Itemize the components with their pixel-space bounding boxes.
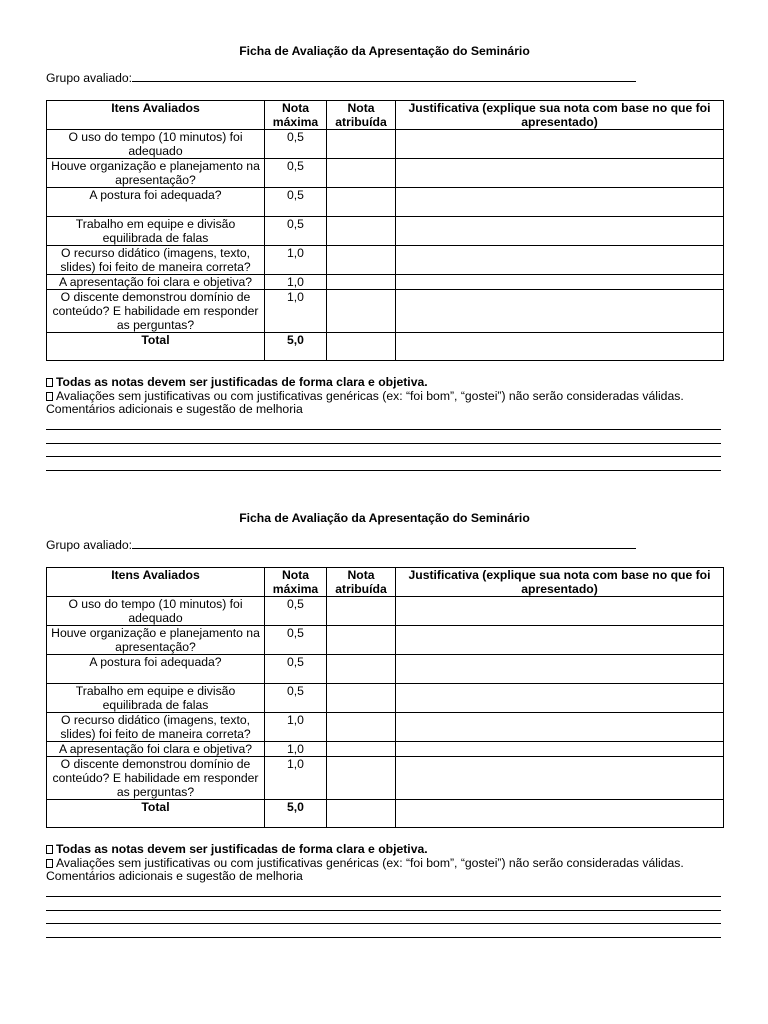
table-row: [47, 597, 724, 626]
comment-line[interactable]: [46, 417, 721, 431]
table-row: [47, 217, 724, 246]
table-row: [47, 655, 724, 684]
max-score: 1,0: [265, 290, 327, 333]
given-score-cell[interactable]: [327, 275, 396, 290]
table-header-row: [47, 568, 724, 597]
given-score-cell[interactable]: [327, 188, 396, 217]
given-score-cell[interactable]: [327, 217, 396, 246]
item-label: Houve organização e planejamento na apresentação?: [47, 159, 265, 188]
max-score: 0,5: [265, 217, 327, 246]
table-header-row: [47, 101, 724, 130]
evaluation-table: [46, 567, 724, 828]
group-line: [46, 69, 723, 85]
max-score: 0,5: [265, 130, 327, 159]
given-score-cell[interactable]: [327, 684, 396, 713]
max-score: 0,5: [265, 684, 327, 713]
table-row: [47, 742, 724, 757]
group-name-field[interactable]: [132, 536, 636, 549]
item-label: O recurso didático (imagens, texto, slides) foi feito de maneira correta?: [47, 713, 265, 742]
table-row: [47, 130, 724, 159]
total-justification-cell[interactable]: [396, 333, 724, 361]
total-label: Total: [47, 800, 265, 828]
given-score-cell[interactable]: [327, 159, 396, 188]
total-given-cell[interactable]: [327, 800, 396, 828]
group-name-field[interactable]: [132, 69, 636, 82]
header-max-score: Nota máxima: [265, 568, 327, 597]
item-label: Trabalho em equipe e divisão equilibrada de falas: [47, 684, 265, 713]
given-score-cell[interactable]: [327, 130, 396, 159]
form-title: Ficha de Avaliação da Apresentação do Seminário: [239, 44, 530, 58]
item-label: O discente demonstrou domínio de conteúdo? E habilidade em responder as perguntas?: [47, 757, 265, 800]
item-label: O uso do tempo (10 minutos) foi adequado: [47, 597, 265, 626]
given-score-cell[interactable]: [327, 597, 396, 626]
max-score: 0,5: [265, 597, 327, 626]
given-score-cell[interactable]: [327, 742, 396, 757]
header-given-score: Nota atribuída: [327, 101, 396, 130]
total-value: 5,0: [265, 800, 327, 828]
table-row: [47, 626, 724, 655]
evaluation-form-2: [46, 510, 723, 938]
comment-line[interactable]: [46, 444, 721, 458]
checkbox-icon: [46, 845, 53, 854]
table-row: [47, 684, 724, 713]
table-row: [47, 246, 724, 275]
table-row: [47, 713, 724, 742]
total-row: [47, 800, 724, 828]
note-required: [46, 843, 723, 857]
given-score-cell[interactable]: [327, 655, 396, 684]
max-score: 1,0: [265, 742, 327, 757]
checkbox-icon: [46, 392, 53, 401]
given-score-cell[interactable]: [327, 290, 396, 333]
given-score-cell[interactable]: [327, 626, 396, 655]
comment-line[interactable]: [46, 911, 721, 925]
justification-cell[interactable]: [396, 626, 724, 655]
header-items: Itens Avaliados: [47, 568, 265, 597]
table-row: [47, 188, 724, 217]
comment-line[interactable]: [46, 430, 721, 444]
total-label: Total: [47, 333, 265, 361]
item-label: Houve organização e planejamento na apresentação?: [47, 626, 265, 655]
max-score: 0,5: [265, 655, 327, 684]
justification-cell[interactable]: [396, 246, 724, 275]
checkbox-icon: [46, 859, 53, 868]
justification-cell[interactable]: [396, 275, 724, 290]
group-line: [46, 536, 723, 552]
note-required-text: Todas as notas devem ser justificadas de forma clara e objetiva.: [56, 842, 428, 856]
table-row: [47, 275, 724, 290]
form-title: Ficha de Avaliação da Apresentação do Seminário: [239, 511, 530, 525]
max-score: 0,5: [265, 626, 327, 655]
max-score: 1,0: [265, 713, 327, 742]
given-score-cell[interactable]: [327, 757, 396, 800]
max-score: 1,0: [265, 275, 327, 290]
justification-cell[interactable]: [396, 597, 724, 626]
comment-line[interactable]: [46, 924, 721, 938]
comment-line[interactable]: [46, 457, 721, 471]
comment-line[interactable]: [46, 897, 721, 911]
note-required: [46, 376, 723, 390]
note-invalid-text: Avaliações sem justificativas ou com justificativas genéricas (ex: “foi bom”, “gostei”) não serão consideradas válidas.: [56, 388, 684, 403]
justification-cell[interactable]: [396, 217, 724, 246]
item-label: Trabalho em equipe e divisão equilibrada de falas: [47, 217, 265, 246]
max-score: 1,0: [265, 246, 327, 275]
justification-cell[interactable]: [396, 290, 724, 333]
header-items: Itens Avaliados: [47, 101, 265, 130]
total-given-cell[interactable]: [327, 333, 396, 361]
total-row: [47, 333, 724, 361]
comments-label: Comentários adicionais e sugestão de melhoria: [46, 869, 303, 883]
evaluation-table: [46, 100, 724, 361]
max-score: 0,5: [265, 159, 327, 188]
total-value: 5,0: [265, 333, 327, 361]
item-label: O discente demonstrou domínio de conteúdo? E habilidade em responder as perguntas?: [47, 290, 265, 333]
given-score-cell[interactable]: [327, 713, 396, 742]
max-score: 1,0: [265, 757, 327, 800]
checkbox-icon: [46, 378, 53, 387]
header-justification: Justificativa (explique sua nota com base no que foi apresentado): [396, 101, 724, 130]
justification-cell[interactable]: [396, 684, 724, 713]
justification-cell[interactable]: [396, 159, 724, 188]
total-justification-cell[interactable]: [396, 800, 724, 828]
item-label: A postura foi adequada?: [47, 655, 265, 684]
justification-cell[interactable]: [396, 188, 724, 217]
note-required-text: Todas as notas devem ser justificadas de forma clara e objetiva.: [56, 375, 428, 389]
max-score: 0,5: [265, 188, 327, 217]
notes-section: [46, 376, 723, 471]
item-label: A postura foi adequada?: [47, 188, 265, 217]
header-given-score: Nota atribuída: [327, 568, 396, 597]
table-row: [47, 159, 724, 188]
justification-cell[interactable]: [396, 130, 724, 159]
justification-cell[interactable]: [396, 713, 724, 742]
evaluation-form-1: [46, 43, 723, 471]
justification-cell[interactable]: [396, 742, 724, 757]
item-label: A apresentação foi clara e objetiva?: [47, 742, 265, 757]
comment-line[interactable]: [46, 884, 721, 898]
item-label: O uso do tempo (10 minutos) foi adequado: [47, 130, 265, 159]
header-max-score: Nota máxima: [265, 101, 327, 130]
given-score-cell[interactable]: [327, 246, 396, 275]
note-invalid: [46, 390, 723, 404]
item-label: O recurso didático (imagens, texto, slides) foi feito de maneira correta?: [47, 246, 265, 275]
group-label: Grupo avaliado:: [46, 71, 133, 85]
table-row: [47, 290, 724, 333]
header-justification: Justificativa (explique sua nota com base no que foi apresentado): [396, 568, 724, 597]
comments-label: Comentários adicionais e sugestão de melhoria: [46, 402, 303, 416]
justification-cell[interactable]: [396, 655, 724, 684]
notes-section: [46, 843, 723, 938]
justification-cell[interactable]: [396, 757, 724, 800]
item-label: A apresentação foi clara e objetiva?: [47, 275, 265, 290]
table-row: [47, 757, 724, 800]
note-invalid: [46, 857, 723, 871]
note-invalid-text: Avaliações sem justificativas ou com justificativas genéricas (ex: “foi bom”, “gostei”) não serão consideradas válidas.: [56, 855, 684, 870]
group-label: Grupo avaliado:: [46, 538, 133, 552]
